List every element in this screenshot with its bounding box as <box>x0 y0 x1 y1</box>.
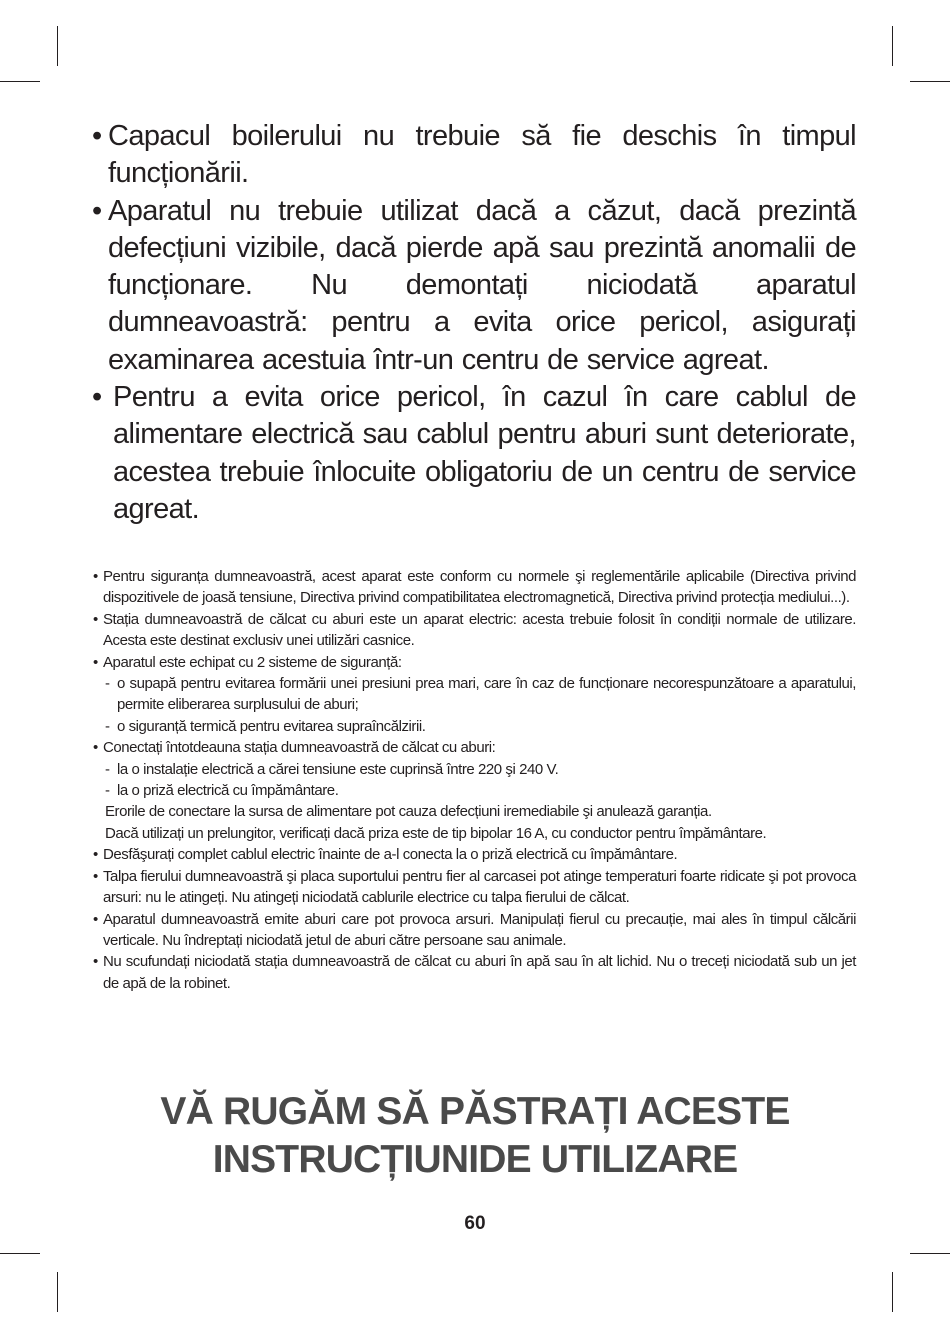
list-item <box>93 566 856 609</box>
keep-instructions-heading <box>60 1088 890 1184</box>
sub-item <box>93 673 856 716</box>
bullet: • <box>93 739 98 757</box>
bullet: • <box>93 846 98 864</box>
list-item <box>93 866 856 909</box>
item-text: Nu scufundați niciodată stația dumneavoastră de călcat cu aburi în apă sau în alt lichid. Nu o treceți niciodată sub un jet de apă de la robinet. <box>103 953 856 992</box>
item-text: Talpa fierului dumneavoastră şi placa suportului pentru fier al carcasei pot atinge temperaturi foarte ridicate şi pot provoca arsuri: nu le atingeți. Nu atingeți niciodată cablurile electrice cu talpa fierului de călcat. <box>103 867 856 907</box>
item-text: Conectați întotdeauna stația dumneavoastră de călcat cu aburi: <box>103 739 496 757</box>
crop-mark <box>910 1253 950 1254</box>
dash: - <box>105 675 110 693</box>
note-text: Erorile de conectare la sursa de alimentare pot cauza defecțiuni iremediabile şi anulează garanția. <box>105 803 712 821</box>
crop-mark <box>892 1272 893 1312</box>
list-item <box>93 909 856 952</box>
sub-item <box>93 716 856 737</box>
bullet: • <box>92 194 102 227</box>
sub-item-text: o supapă pentru evitarea formării unei presiuni prea mari, care în caz de funcționare necorespunzătoare a aparatului, permite eliberarea surplusului de aburi; <box>117 675 856 714</box>
item-text: Aparatul dumneavoastră emite aburi care pot provoca arsuri. Manipulați fierul cu precauție, mai ales în timpul călcării verticale. Nu îndreptați niciodată jetul de aburi către persoane sau animale. <box>103 910 856 949</box>
crop-mark <box>0 81 40 82</box>
item-text: Aparatul nu trebuie utilizat dacă a căzut, dacă prezintă defecțiuni vizibile, dacă pierde apă sau prezintă anomalii de funcționare. Nu demontați niciodată aparatul dumneavoastră: pentru a evita orice pericol, asigurați examinarea acestuia într-un centru de service agreat. <box>108 194 856 376</box>
dash: - <box>105 717 110 735</box>
sub-item-text: la o instalație electrică a cărei tensiune este cuprinsă între 220 şi 240 V. <box>117 760 559 778</box>
list-item <box>93 609 856 652</box>
crop-mark <box>892 26 893 66</box>
heading-line-1: VĂ RUGĂM SĂ PĂSTRAȚI ACESTE <box>160 1090 790 1133</box>
bullet: • <box>93 610 98 628</box>
item-text: Aparatul este echipat cu 2 sisteme de siguranță: <box>103 653 402 671</box>
bullet: • <box>93 953 98 971</box>
sub-item-text: o siguranță termică pentru evitarea supraîncălzirii. <box>117 717 426 735</box>
bullet: • <box>93 653 98 671</box>
list-item <box>93 737 856 758</box>
list-item <box>93 844 856 865</box>
crop-mark <box>57 26 58 66</box>
dash: - <box>105 782 110 800</box>
item-text: Stația dumneavoastră de călcat cu aburi este un aparat electric: acesta trebuie folosit în condiții normale de utilizare. Acesta este destinat exclusiv unei utilizări casnice. <box>103 610 856 650</box>
list-item <box>93 652 856 673</box>
sub-item <box>93 759 856 780</box>
heading-line-2: INSTRUCȚIUNIDE UTILIZARE <box>212 1138 738 1181</box>
bullet: • <box>93 867 98 885</box>
list-item <box>90 193 856 379</box>
bullet: • <box>92 381 102 414</box>
safety-instructions-list <box>93 566 856 994</box>
sub-item <box>93 780 856 801</box>
sub-item-text: la o priză electrică cu împământare. <box>117 782 339 800</box>
dash: - <box>105 760 110 778</box>
bullet: • <box>92 120 102 152</box>
bullet: • <box>93 568 98 585</box>
large-warning-list <box>90 118 856 528</box>
page-number: 60 <box>464 1213 486 1234</box>
item-text: Pentru siguranța dumneavoastră, acest aparat este conform cu normele şi reglementările aplicabile (Directiva privind dispozitivele de joasă tensiune, Directiva privind compatibilitatea electromagnetică, Directiva privind protecția mediului...). <box>103 568 856 607</box>
bullet: • <box>93 910 98 928</box>
note-text: Dacă utilizați un prelungitor, verificați dacă priza este de tip bipolar 16 A, cu conductor pentru împământare. <box>105 824 767 842</box>
crop-mark <box>910 81 950 82</box>
list-item <box>90 118 856 193</box>
item-text: Pentru a evita orice pericol, în cazul în care cablul de alimentare electrică sau cablul pentru aburi sunt deteriorate, acestea trebuie înlocuite obligatoriu de un centru de service agreat. <box>113 381 856 525</box>
list-item <box>90 379 856 528</box>
crop-mark <box>0 1253 40 1254</box>
item-text: Desfăşurați complet cablul electric înainte de a-l conecta la o priză electrică cu împământare. <box>103 846 678 864</box>
crop-mark <box>57 1272 58 1312</box>
item-text: Capacul boilerului nu trebuie să fie deschis în timpul funcționării. <box>108 120 856 190</box>
list-item <box>93 951 856 994</box>
